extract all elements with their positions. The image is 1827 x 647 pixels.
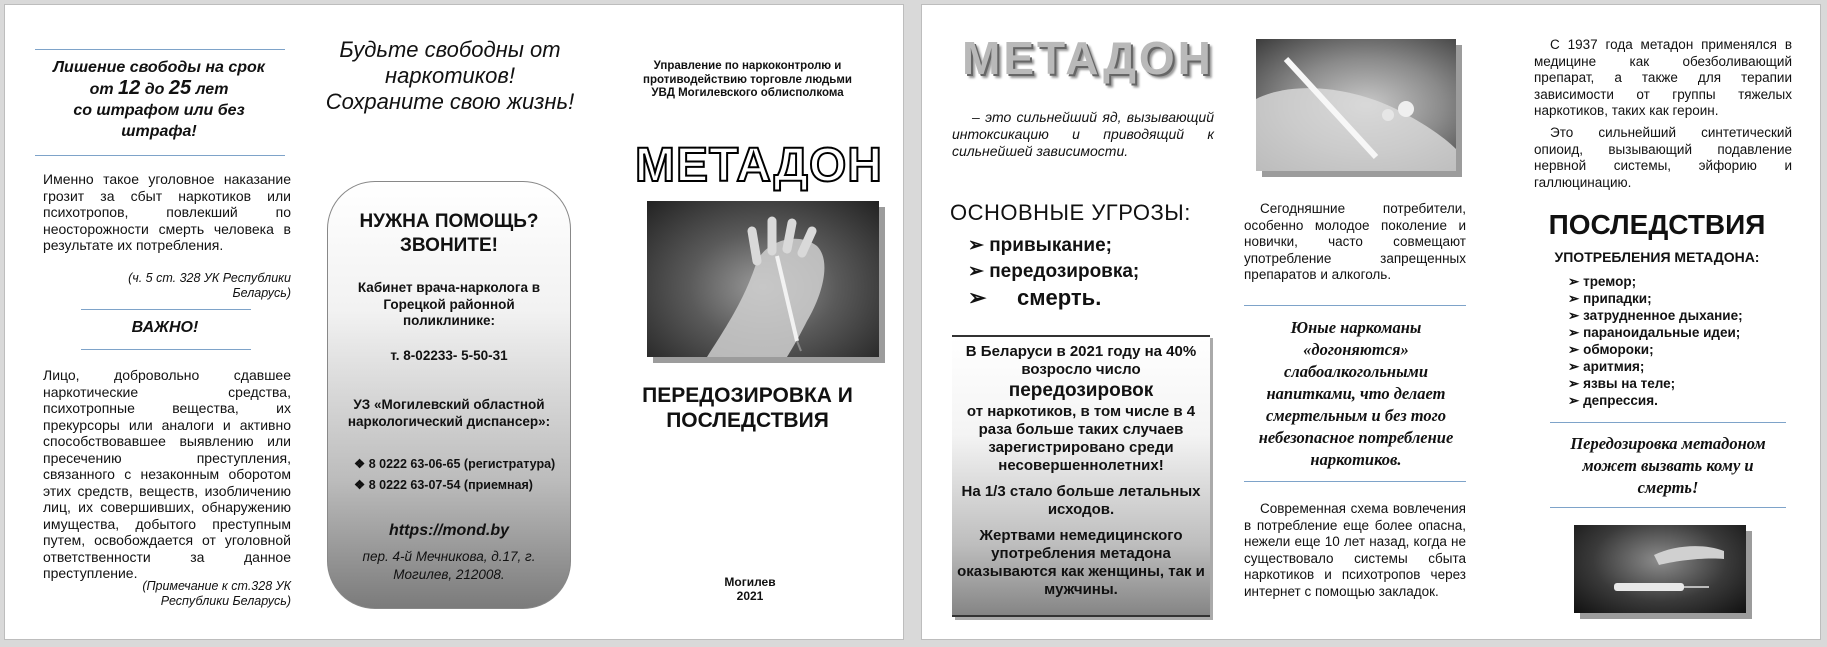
hand-with-pills-image	[1256, 39, 1456, 171]
arrow-bullet-icon: ➢	[968, 285, 987, 310]
divider	[35, 155, 285, 156]
divider	[1550, 422, 1786, 423]
brochure-subtitle: ПЕРЕДОЗИРОВКА И ПОСЛЕДСТВИЯ	[642, 384, 853, 432]
threats-heading: ОСНОВНЫЕ УГРОЗЫ:	[950, 200, 1191, 225]
penalty-heading: Лишение свободы на срок от 12 до 25 лет со штрафом или без штрафа!	[53, 59, 265, 140]
arrow-bullet-icon: ➢	[1568, 393, 1580, 408]
history-text: С 1937 года метадон применялся в медицине как обезболивающий препарат, а также для терапии зависимости от группы тяжелых наркотиков, таких как героин.	[1534, 37, 1792, 118]
dispensary-label: УЗ «Могилевский областной наркологический диспансер»:	[347, 397, 551, 429]
list-item: ➢ смерть.	[968, 285, 1102, 310]
divider	[1244, 481, 1466, 482]
divider	[35, 49, 285, 50]
slogan: Будьте свободны от наркотиков! Сохраните свою жизнь!	[325, 37, 575, 114]
cabinet-phone: т. 8-02233- 5-50-31	[390, 348, 508, 363]
list-item: ➢ аритмия;	[1568, 359, 1645, 374]
help-contact-box	[327, 181, 571, 609]
cabinet-label: Кабинет врача-нарколога в Горецкой районной поликлинике:	[357, 280, 541, 328]
arrow-bullet-icon: ➢	[968, 261, 984, 282]
website-link[interactable]: https://mond.by	[389, 522, 509, 539]
consequences-heading: ПОСЛЕДСТВИЯ	[1548, 209, 1766, 240]
help-title: НУЖНА ПОМОЩЬ? ЗВОНИТЕ!	[359, 211, 539, 256]
publication-place-year	[705, 575, 795, 603]
divider	[1244, 305, 1466, 306]
arrow-bullet-icon: ➢	[1568, 376, 1580, 391]
consequences-subheading: УПОТРЕБЛЕНИЯ МЕТАДОНА:	[1554, 249, 1760, 265]
quote-text: Юные наркоманы «догоняются» слабоалкогольными напитками, что делает смертельным и без того небезопасное потребление наркотиков.	[1258, 318, 1454, 469]
brochure-title: МЕТАДОН	[635, 139, 883, 192]
scheme-text: Современная схема вовлечения в потребление еще более опасна, нежели еще 10 лет назад, когда не существовало системы сбыта наркотиков и психотропов через интернет с помощью закладок.	[1244, 501, 1466, 599]
arrow-bullet-icon: ➢	[1568, 325, 1580, 340]
divider	[81, 349, 251, 350]
list-item: ➢ обмороки;	[1568, 342, 1654, 357]
list-item: ➢ тремор;	[1568, 274, 1637, 289]
cover-photo	[647, 201, 879, 357]
consequences-list	[1568, 273, 1798, 409]
definition-text: – это сильнейший яд, вызывающий интоксикацию и приводящий к сильнейшей зависимости.	[952, 109, 1214, 159]
list-item: ➢ язвы на теле;	[1568, 376, 1676, 391]
organization-name: Управление по наркоконтролю и противодействию торговле людьми УВД Могилевского облисполкома	[643, 60, 852, 99]
brochure-page-inside	[921, 4, 1821, 640]
address: пер. 4-й Мечникова, д.17, г. Могилев, 212008.	[362, 549, 536, 582]
consumers-text: Сегодняшние потребители, особенно молодое поколение и новички, часто совмещают употребление запрещенных препаратов и алкоголь.	[1244, 201, 1466, 282]
brochure-page-outside	[4, 4, 904, 640]
list-item: ➢ параноидальные идеи;	[1568, 325, 1741, 340]
arrow-bullet-icon: ➢	[1568, 291, 1580, 306]
statistics-box	[952, 335, 1210, 617]
list-item: ➢ привыкание;	[968, 235, 1112, 256]
inside-title: МЕТАДОН	[962, 32, 1214, 84]
list-item: ➢ припадки;	[1568, 291, 1652, 306]
divider	[81, 309, 251, 310]
diamond-bullet-icon: ❖	[354, 457, 366, 471]
hand-pills-photo	[1256, 39, 1456, 171]
list-item: ➢ затрудненное дыхание;	[1568, 308, 1743, 323]
important-heading: ВАЖНО!	[131, 319, 199, 336]
list-item: ➢ депрессия.	[1568, 393, 1658, 408]
city: Могилев	[724, 575, 776, 589]
list-item: ➢ передозировка;	[968, 261, 1140, 282]
opioid-text: Это сильнейший синтетический опиоид, вызывающий подавление нервной системы, эйфорию и галлюцинацию.	[1534, 125, 1792, 190]
diamond-bullet-icon: ❖	[354, 478, 366, 492]
threats-list	[968, 233, 1208, 311]
penalty-text: Именно такое уголовное наказание грозит за сбыт наркотиков или психотропов, повлекший по неосторожности смерть человека в результате их потребления.	[43, 171, 291, 253]
hand-and-syringe-image	[1574, 525, 1746, 613]
phone-list	[354, 454, 566, 496]
phone-item: ❖ 8 0222 63-06-65 (регистратура)	[354, 457, 556, 471]
penalty-law-note: (ч. 5 ст. 328 УК Республики Беларусь)	[128, 271, 291, 300]
stats-text: В Беларуси в 2021 году на 40% возросло число передозировок от наркотиков, в том числе в 4 раза больше таких случаев зарегистрировано среди несовершеннолетних! На 1/3 стало больше летальных исходов. Жертвами немедицинского употребления метадона оказываются как женщины, так и мужчины.	[957, 343, 1205, 598]
overdose-warning: Передозировка метадоном может вызвать кому и смерть!	[1570, 434, 1766, 497]
year: 2021	[736, 589, 764, 603]
phone-item: ❖ 8 0222 63-07-54 (приемная)	[354, 478, 533, 492]
important-law-note: (Примечание к ст.328 УК Республики Беларусь)	[142, 579, 291, 608]
arrow-bullet-icon: ➢	[1568, 274, 1580, 289]
arrow-bullet-icon: ➢	[1568, 359, 1580, 374]
arrow-bullet-icon: ➢	[968, 235, 984, 256]
arrow-bullet-icon: ➢	[1568, 308, 1580, 323]
syringe-floor-photo	[1574, 525, 1746, 613]
arrow-bullet-icon: ➢	[1568, 342, 1580, 357]
hand-with-syringe-image	[647, 201, 879, 357]
divider	[1550, 507, 1786, 508]
important-text: Лицо, добровольно сдавшее наркотические средства, психотропные вещества, их прекурсоры или аналоги и активно способствовавшее выявлению или пресечению преступления, связанного с незаконным оборотом этих средств, веществ, изобличению лиц, их совершивших, обнаружению имущества, добытого преступным путем, освобождается от уголовной ответственности за данное преступление.	[43, 367, 291, 581]
